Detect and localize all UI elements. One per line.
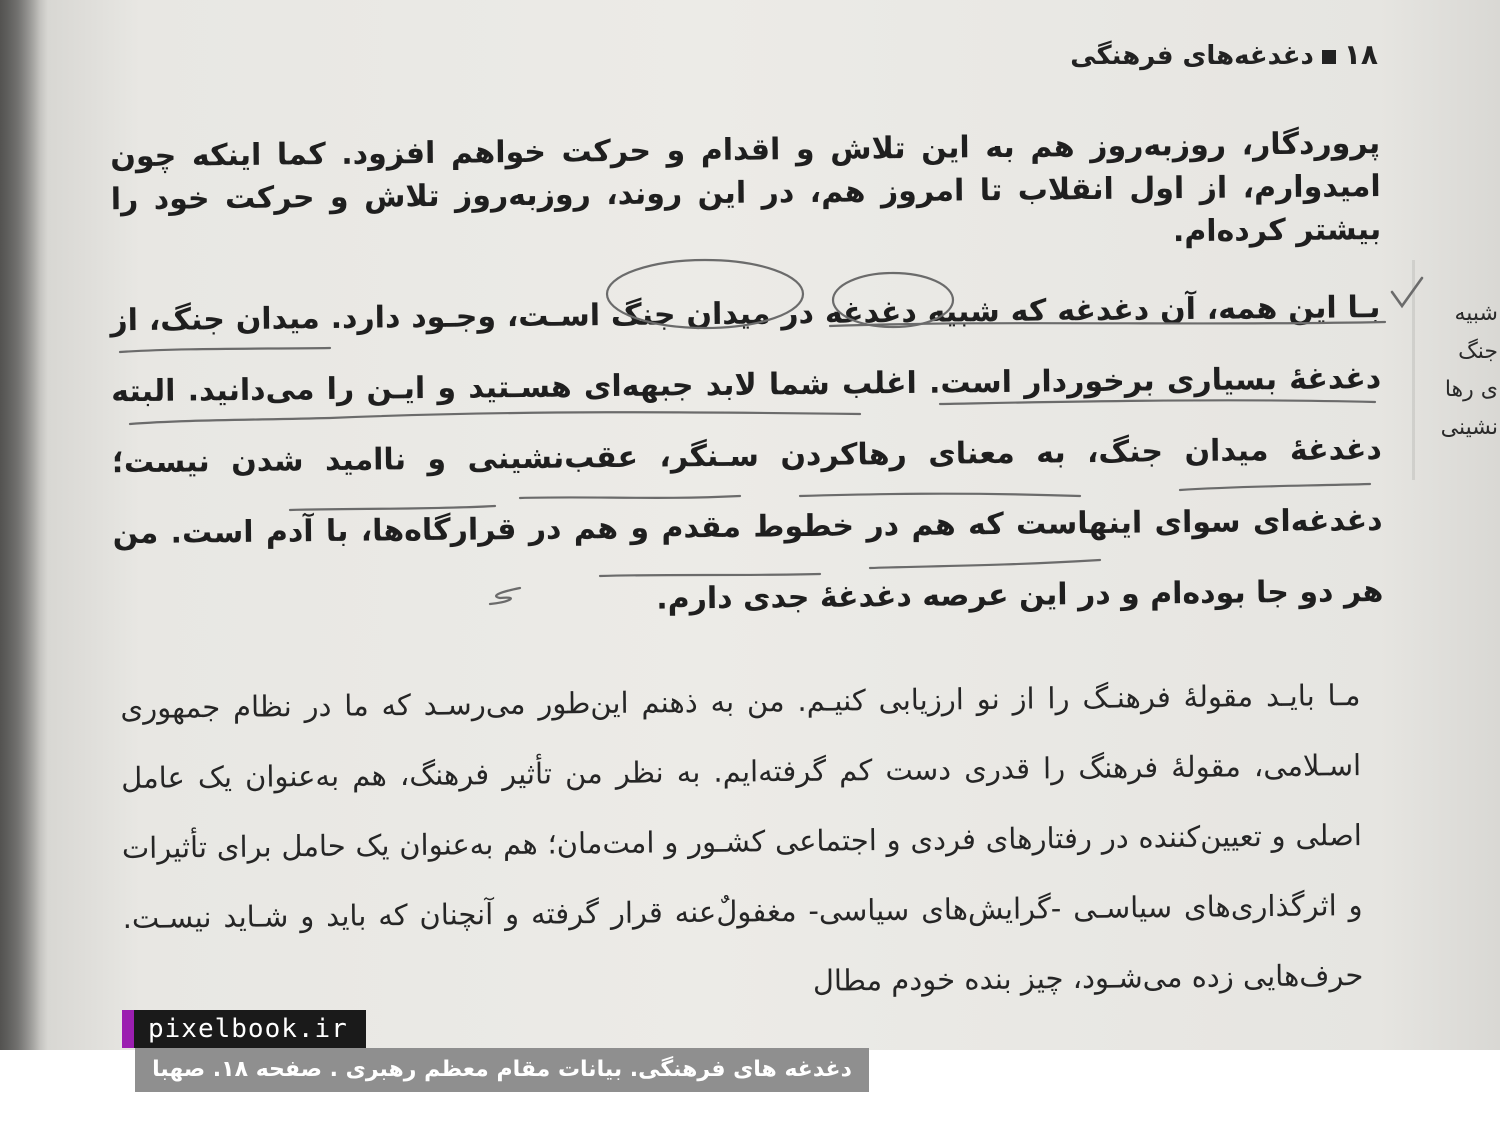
watermark-accent-bar (122, 1010, 134, 1048)
paragraph-1-text: پروردگار، روزبه‌روز هم به این تلاش و اقدام و حرکت خواهم افزود. کما اینکه چون امیدوارم، از اول انقلاب تا امروز هم، در این روند، روزبه‌روز تلاش و حرکت خود را بیشتر کرده‌ام. (110, 125, 1382, 250)
watermark (122, 1010, 366, 1048)
paragraph-3 (120, 660, 1364, 1023)
running-header (1070, 38, 1378, 71)
margin-note-line: شبیه (1454, 301, 1498, 326)
paragraph-1 (110, 122, 1381, 264)
page-number: ۱۸ (1343, 38, 1378, 71)
pencil-check-mark (1392, 278, 1422, 306)
page-binding-shadow (0, 0, 40, 1050)
watermark-text: pixelbook.ir (134, 1010, 366, 1048)
margin-note-line: جنگ (1458, 339, 1498, 364)
margin-note-line: ی رها (1444, 377, 1498, 402)
page-edge (1412, 260, 1415, 480)
header-square-icon (1322, 50, 1336, 64)
margin-note-line: نشینی (1440, 415, 1498, 440)
paragraph-3-text: مـا بایـد مقولهٔ فرهنـگ را از نو ارزیابی کنیـم. من به ذهنم این‌طور می‌رسـد که ما در نظام جمهوری اسـلامی، مقولهٔ فرهنگ را قدری دست کم گرفته‌ایم. به نظر من تأثیر فرهنگ، هم به‌عنوان یک عامل اصلی و تعیین‌کننده در رفتارهای فردی و اجتماعی کشـور و امت‌مان؛ هم به‌عنوان یک حامل برای تأثیرات و اثرگذاری‌های سیاسـی -گرایش‌های سیاسی- مغفولٌ‌عنه قرار گرفته و آنچنان که باید و شـاید نیسـت. حرف‌هایی زده می‌شـود، چیز بنده خودم مطال (120, 677, 1364, 998)
paragraph-2 (110, 272, 1384, 640)
paragraph-2-text: بـا این همه، آن دغدغه که شبیه دغدغه در میدان جنگ اسـت، وجـود دارد. میدان جنگ، از دغدغهٔ بسیاری برخوردار است. اغلب شما لابد جبهه‌ای هسـتید و ایـن را می‌دانید. البته دغدغهٔ میدان جنگ، به معنای رهاکردن سـنگر، عقب‌نشینی و ناامید شدن نیست؛ دغدغه‌ای سوای اینهاست که هم در خطوط مقدم و هم در قرارگاه‌ها، با آدم است. من هر دو جا بوده‌ام و در این عرصه دغدغهٔ جدی دارم. (110, 289, 1384, 617)
chapter-title: دغدغه‌های فرهنگی (1070, 41, 1314, 71)
margin-note-cutoff (1428, 295, 1498, 447)
image-caption: دغدغه های فرهنگی. بیانات مقام معظم رهبری . صفحه ۱۸. صهبا (135, 1048, 869, 1092)
